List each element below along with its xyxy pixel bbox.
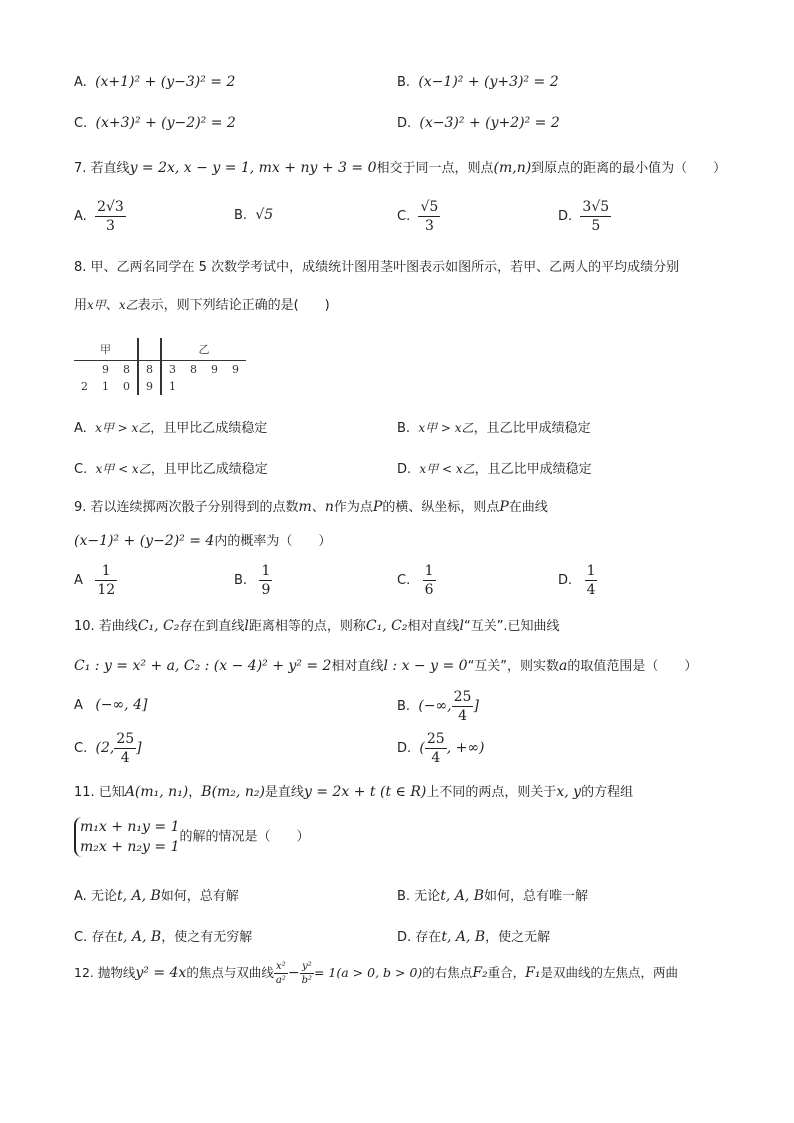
header-stem [138, 338, 161, 361]
math: C₁ : y = x² + a, C₂ : (x − 4)² + y² = 2 [74, 658, 332, 674]
math: n [324, 499, 334, 515]
option-label: C. [74, 116, 88, 131]
numerator: √5 [420, 199, 439, 215]
fraction [452, 688, 474, 725]
math: y = 2x + t (t ∈ R) [303, 784, 427, 800]
numerator: 25 [453, 689, 472, 705]
q11-option-c [74, 926, 252, 945]
numerator: 1 [261, 563, 271, 579]
option-math: (x−3)² + (y+2)² = 2 [419, 115, 560, 131]
math: (m,n) [493, 160, 532, 176]
leaf-cell: 0 [123, 380, 130, 393]
q8-option-d [397, 458, 592, 477]
text: 无论 [414, 889, 441, 904]
fraction [300, 960, 314, 987]
denominator: 3 [105, 218, 115, 234]
fraction [95, 562, 117, 599]
text: 内的概率为（ ） [214, 534, 332, 549]
math: l [244, 618, 249, 634]
text: 如何，总有唯一解 [484, 889, 589, 904]
leaf-cell: 1 [169, 380, 176, 393]
q7-option-c [397, 198, 440, 235]
option-label: B. [397, 699, 411, 714]
text: “互关”，则实数 [467, 659, 560, 674]
option-label: B. [397, 421, 411, 436]
equation: m₂x + n₂y = 1 [80, 839, 180, 855]
q8-option-b [397, 417, 591, 436]
table-header-row [74, 338, 246, 361]
denominator: 4 [431, 750, 441, 766]
numerator: 25 [426, 731, 445, 747]
denominator: 3 [424, 218, 434, 234]
option-label: C. [74, 930, 88, 945]
stem-cell: 9 [138, 378, 161, 395]
header-right: 乙 [161, 338, 246, 361]
math: t, A, B [440, 888, 485, 904]
text: ， [188, 785, 202, 800]
q11-stem-line2 [74, 817, 310, 857]
leaf-cell: 9 [102, 363, 109, 376]
option-label: D. [397, 116, 412, 131]
q7-stem [74, 157, 726, 176]
q11-option-b [397, 885, 588, 904]
numerator: x² [274, 960, 288, 974]
text: 的方程组 [581, 785, 634, 800]
math: x乙 [118, 298, 138, 312]
q9-option-d [558, 562, 597, 599]
leaf-cell: 9 [232, 363, 239, 376]
fraction [425, 730, 447, 767]
numerator: 25 [116, 731, 135, 747]
option-math: (−∞, 4] [95, 697, 148, 713]
option-text: ，且甲比乙成绩稳定 [150, 462, 268, 477]
denominator: 12 [97, 582, 116, 598]
q9-stem-line2 [74, 530, 331, 549]
math: ] [136, 740, 142, 756]
text: 到原点的距离的最小值为（ ） [531, 161, 727, 176]
text: 作为点 [333, 500, 373, 515]
math: ] [473, 698, 479, 714]
option-label: A. [74, 421, 87, 436]
numerator: 1 [95, 562, 117, 581]
q11-stem-line1 [74, 781, 633, 800]
math: y² = 4x [135, 965, 187, 981]
option-label: D. [397, 930, 412, 945]
math: l : x − y = 0 [383, 658, 468, 674]
option-math: (x+3)² + (y−2)² = 2 [95, 115, 236, 131]
question-number: 7. [74, 161, 87, 176]
text: 的右焦点 [422, 965, 473, 980]
text: 的取值范围是（ ） [567, 659, 698, 674]
math: = 1(a > 0, b > 0) [313, 965, 423, 980]
leaf-cell: 8 [123, 363, 130, 376]
q10-stem-line1 [74, 615, 560, 634]
math: F₂ [472, 965, 488, 981]
q7-option-b [234, 207, 273, 223]
option-text: ，且乙比甲成绩稳定 [474, 462, 592, 477]
text: 、 [105, 298, 119, 313]
text: 如何，总有解 [160, 889, 239, 904]
denominator: 5 [591, 218, 601, 234]
text: 相对直线 [407, 619, 460, 634]
math: B(m₂, n₂) [201, 784, 265, 800]
text: 无论 [90, 889, 117, 904]
option-math: (x+1)² + (y−3)² = 2 [95, 74, 236, 90]
q8-stem-line1: 8. 甲、乙两名同学在 5 次数学考试中，成绩统计图用茎叶图表示如图所示，若甲、乙两人的平均成绩分别 [74, 260, 680, 275]
option-math: x甲 > x乙 [418, 421, 474, 435]
stem-cell: 8 [138, 361, 161, 379]
numerator: 3√5 [582, 199, 610, 215]
option-math: x甲 < x乙 [95, 462, 151, 476]
text: 在曲线 [508, 500, 548, 515]
option-label: A [74, 698, 83, 713]
leaf-cell: 9 [211, 363, 218, 376]
option-math: (x−1)² + (y+3)² = 2 [418, 74, 559, 90]
math: a [559, 658, 568, 674]
math: C₁, C₂ [137, 618, 180, 634]
text: 相对直线 [331, 659, 384, 674]
q8-option-a [74, 417, 267, 436]
text: 是双曲线的左焦点，两曲 [540, 965, 678, 980]
numerator: y² [300, 960, 314, 974]
q6-option-b [397, 74, 559, 90]
q6-option-d [397, 115, 560, 131]
option-label: C. [74, 462, 88, 477]
text: 存在 [415, 930, 442, 945]
option-label: D. [558, 209, 573, 224]
option-label: D. [397, 462, 412, 477]
option-math: x甲 > x乙 [95, 421, 151, 435]
numerator: 1 [424, 563, 434, 579]
leaf-cell: 2 [81, 380, 88, 393]
fraction [423, 562, 436, 599]
q11-option-d [397, 926, 550, 945]
text: 11. 已知 [74, 785, 125, 800]
leaf-cell [225, 378, 246, 395]
option-label: D. [397, 741, 412, 756]
fraction [114, 730, 136, 767]
q7-option-a [74, 198, 126, 235]
math: t, A, B [117, 929, 162, 945]
q6-option-a [74, 74, 235, 90]
math: , +∞) [446, 740, 485, 756]
text: 是直线 [264, 785, 304, 800]
leaf-cell: 8 [190, 363, 197, 376]
denominator: a² [275, 975, 286, 986]
math: (2, [95, 740, 115, 756]
denominator: 6 [424, 582, 434, 598]
text: 、 [311, 500, 325, 515]
option-label: B. [234, 208, 248, 223]
fraction [259, 562, 272, 599]
math: x, y [556, 784, 582, 800]
math: x甲 [87, 298, 106, 312]
math: l [459, 618, 464, 634]
text: 9. 若以连续掷两次骰子分别得到的点数 [74, 500, 299, 515]
option-label: B. [397, 889, 411, 904]
text: 的横、纵坐标，则点 [382, 500, 500, 515]
q9-option-c [397, 562, 436, 599]
stem-leaf-table [74, 338, 246, 395]
math: (−∞, [418, 698, 452, 714]
option-label: B. [397, 75, 411, 90]
text: 的解的情况是（ ） [179, 829, 310, 845]
header-left: 甲 [74, 338, 138, 361]
q8-option-c [74, 458, 268, 477]
q10-option-a [74, 697, 147, 713]
text: “互关”.已知曲线 [463, 619, 560, 634]
denominator: b² [301, 975, 312, 986]
equation: m₁x + n₁y = 1 [80, 819, 180, 835]
text: 上不同的两点，则关于 [426, 785, 557, 800]
text: 若直线 [90, 161, 130, 176]
math: y = 2x, x − y = 1, mx + ny + 3 = 0 [129, 160, 377, 176]
fraction [580, 198, 611, 235]
option-math: x甲 < x乙 [419, 462, 475, 476]
text: 距离相等的点，则称 [248, 619, 366, 634]
leaf-cell [74, 361, 95, 379]
q10-stem-line2 [74, 655, 697, 674]
q9-option-a [74, 562, 117, 599]
q6-option-c [74, 115, 236, 131]
numerator: 2√3 [97, 199, 124, 215]
option-label: C. [74, 741, 88, 756]
table-row [74, 378, 246, 395]
q12-stem-line1 [74, 960, 678, 987]
option-label: C. [397, 209, 411, 224]
leaf-cell: 3 [169, 363, 176, 376]
math: P [372, 499, 383, 515]
q10-option-c [74, 730, 142, 767]
math: (x−1)² + (y−2)² = 4 [74, 533, 215, 549]
math: C₁, C₂ [365, 618, 408, 634]
q8-stem-line2 [74, 294, 330, 313]
q9-option-b [234, 562, 272, 599]
option-label: D. [558, 573, 573, 588]
option-text: ，且甲比乙成绩稳定 [150, 421, 268, 436]
text: 的焦点与双曲线 [186, 965, 274, 980]
text: 表示，则下列结论正确的是( ) [137, 298, 330, 313]
text: 相交于同一点，则点 [376, 161, 494, 176]
option-math: √5 [255, 207, 274, 223]
text: ，使之有无穷解 [161, 930, 253, 945]
equation-system [74, 817, 180, 857]
fraction [418, 198, 440, 235]
fraction [95, 198, 126, 235]
math: F₁ [525, 965, 541, 981]
leaf-cell: 1 [102, 380, 109, 393]
math: A(m₁, n₁) [124, 784, 189, 800]
fraction [585, 562, 598, 599]
text: 存在到直线 [179, 619, 245, 634]
q10-option-d [397, 730, 484, 767]
text: 存在 [91, 930, 118, 945]
denominator: 4 [458, 708, 468, 724]
option-text: ，且乙比甲成绩稳定 [473, 421, 591, 436]
denominator: 4 [586, 582, 596, 598]
option-label: C. [397, 573, 411, 588]
math: ( [419, 740, 425, 756]
text: ，使之无解 [485, 930, 551, 945]
q7-option-d [558, 198, 611, 235]
option-label: A. [74, 75, 87, 90]
denominator: 4 [120, 750, 130, 766]
math: m [298, 499, 312, 515]
q11-option-a [74, 885, 239, 904]
math: t, A, B [116, 888, 161, 904]
text: 用 [74, 298, 88, 313]
denominator: 9 [261, 582, 271, 598]
math: − [287, 965, 300, 981]
option-label: B. [234, 573, 248, 588]
numerator: 1 [586, 563, 596, 579]
option-label: A. [74, 889, 87, 904]
option-label: A. [74, 209, 87, 224]
leaf-cell [183, 378, 204, 395]
text: 12. 抛物线 [74, 965, 136, 980]
q10-option-b [397, 688, 479, 725]
fraction [274, 960, 288, 987]
q9-stem-line1 [74, 496, 548, 515]
option-label: A [74, 573, 83, 588]
math: P [499, 499, 509, 515]
leaf-cell [204, 378, 225, 395]
table-row [74, 361, 246, 379]
math: t, A, B [441, 929, 486, 945]
text: 重合， [487, 965, 526, 980]
text: 10. 若曲线 [74, 619, 138, 634]
